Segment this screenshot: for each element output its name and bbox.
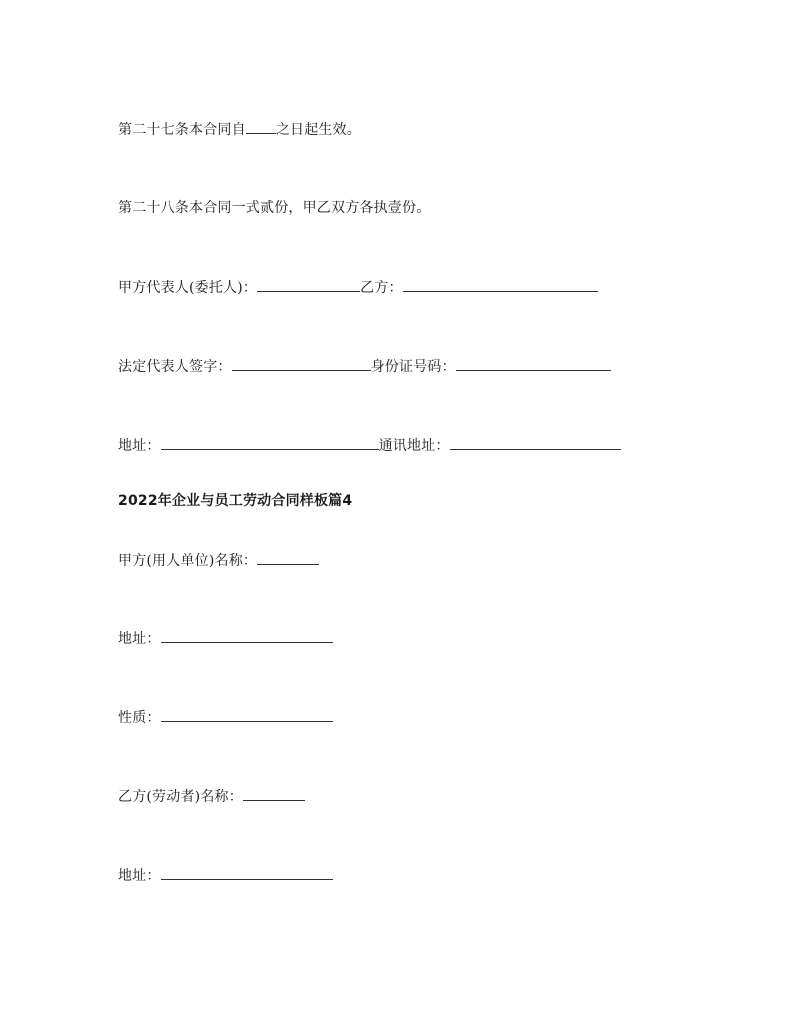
article-27-text-after: 之日起生效。 [275,122,362,138]
employer-name-blank[interactable] [257,550,319,565]
employer-address-blank[interactable] [161,628,333,643]
legal-rep-sign-label: 法定代表人签字： [118,359,232,375]
employee-address-label: 地址： [118,868,161,884]
employer-name-row [118,550,319,571]
employee-name-row [118,786,305,807]
party-b-blank[interactable] [403,277,598,292]
party-a-rep-label: 甲方代表人(委托人)： [118,280,258,296]
address-blank[interactable] [161,435,379,450]
employee-address-row [118,865,333,886]
employer-nature-row [118,707,333,728]
article-28: 第二十八条本合同一式贰份，甲乙双方各执壹份。 [118,200,431,216]
employee-address-blank[interactable] [161,865,333,880]
employee-name-blank[interactable] [243,786,305,801]
party-b-label: 乙方： [360,280,403,296]
effective-date-blank[interactable] [246,119,276,134]
article-27 [118,119,361,140]
id-number-label: 身份证号码： [370,359,456,375]
legal-rep-sign-blank[interactable] [232,356,371,371]
mail-address-label: 通讯地址： [378,438,450,454]
section-heading: 2022年企业与员工劳动合同样板篇4 [118,493,353,509]
employer-address-row [118,628,333,649]
party-a-rep-blank[interactable] [257,277,360,292]
signature-row-1 [118,277,598,298]
signature-row-3 [118,435,621,456]
employer-address-label: 地址： [118,631,161,647]
employer-nature-label: 性质： [118,710,161,726]
employer-name-label: 甲方(用人单位)名称： [118,553,258,569]
employee-name-label: 乙方(劳动者)名称： [118,789,243,805]
signature-row-2 [118,356,611,377]
address-label: 地址： [118,438,161,454]
article-27-text-before: 第二十七条本合同自 [118,122,246,138]
id-number-blank[interactable] [456,356,611,371]
mail-address-blank[interactable] [450,435,621,450]
employer-nature-blank[interactable] [161,707,333,722]
